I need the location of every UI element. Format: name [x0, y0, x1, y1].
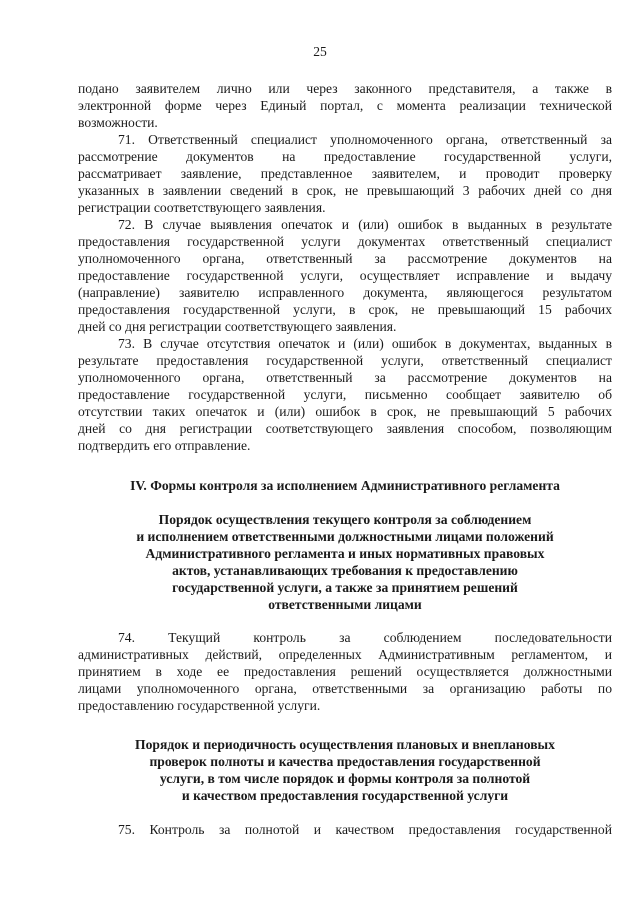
page-number: 25	[313, 44, 327, 59]
subheading-line: и качеством предоставления государственной услуги	[181, 788, 509, 803]
paragraph-71-line: рассмотрение документов на предоставление государственной услуги,	[78, 149, 612, 164]
paragraph-73-line: предоставление государственной услуги, письменно сообщает заявителю об	[78, 387, 612, 402]
subheading-line: услуги, в том числе порядок и формы контроля за полнотой	[159, 771, 531, 786]
subheading-line: Порядок и периодичность осуществления плановых и внеплановых	[135, 737, 555, 752]
paragraph-75-line: 75. Контроль за полнотой и качеством предоставления государственной	[118, 822, 612, 837]
paragraph-73-line: уполномоченного органа, ответственный за рассмотрение документов на	[78, 370, 612, 385]
paragraph-72-line: 72. В случае выявления опечаток и (или) ошибок в выданных в результате	[118, 217, 612, 232]
paragraph-71-line: 71. Ответственный специалист уполномоченного органа, ответственный за	[118, 132, 612, 147]
paragraph-72-line: (направление) заявителю исправленного документа, являющегося результатом	[78, 285, 612, 300]
paragraph-72-line: предоставления государственной услуги документах ответственный специалист	[78, 234, 612, 249]
paragraph-74-line: административных действий, определенных Административным регламентом, и	[78, 647, 612, 662]
paragraph-71-line: указанных в заявлении сведений в срок, не превышающий 3 рабочих дней со дня	[78, 183, 612, 198]
paragraph-73-line: 73. В случае отсутствия опечаток и (или) ошибок в документах, выданных в	[118, 336, 612, 351]
subheading-line: государственной услуги, а также за принятием решений	[172, 580, 518, 595]
paragraph-72-line: предоставление государственной услуги, осуществляет исправление и выдачу	[78, 268, 612, 283]
paragraph-74-line: принятием в ходе ее предоставления решений осуществляется должностными	[78, 664, 612, 679]
paragraph-72-line: уполномоченного органа, ответственный за рассмотрение документов на	[78, 251, 612, 266]
paragraph-line: подано заявителем лично или через законного представителя, а также в	[78, 81, 612, 96]
paragraph-74-line: 74. Текущий контроль за соблюдением последовательности	[118, 630, 612, 645]
paragraph-73-line: подтвердить его отправление.	[78, 438, 251, 453]
paragraph-line: возможности.	[78, 115, 158, 130]
paragraph-73-line: отсутствии таких опечаток и (или) ошибок в срок, не превышающий 5 рабочих	[78, 404, 612, 419]
paragraph-72-line: предоставления государственной услуги, в срок, не превышающий 15 рабочих	[78, 302, 612, 317]
section-title: IV. Формы контроля за исполнением Административного регламента	[130, 478, 560, 493]
subheading-line: актов, устанавливающих требования к предоставлению	[172, 563, 518, 578]
subheading-line: Административного регламента и иных нормативных правовых	[145, 546, 545, 561]
subheading-line: и исполнением ответственными должностными лицами положений	[136, 529, 554, 544]
subheading-line: проверок полноты и качества предоставления государственной	[149, 754, 541, 769]
paragraph-74-line: предоставлению государственной услуги.	[78, 698, 321, 713]
paragraph-73-line: дней со дня регистрации соответствующего заявления способом, позволяющим	[78, 421, 612, 436]
paragraph-72-line: дней со дня регистрации соответствующего заявления.	[78, 319, 397, 334]
paragraph-71-line: рассматривает заявление, представленное заявителем, и проводит проверку	[78, 166, 612, 181]
paragraph-73-line: результате предоставления государственной услуги, ответственный специалист	[78, 353, 612, 368]
subheading-line: Порядок осуществления текущего контроля за соблюдением	[158, 512, 532, 527]
paragraph-71-line: регистрации соответствующего заявления.	[78, 200, 326, 215]
subheading-line: ответственными лицами	[268, 597, 422, 612]
paragraph-line: электронной форме через Единый портал, с момента реализации технической	[78, 98, 612, 113]
paragraph-74-line: лицами уполномоченного органа, ответственными за организацию работы по	[78, 681, 612, 696]
